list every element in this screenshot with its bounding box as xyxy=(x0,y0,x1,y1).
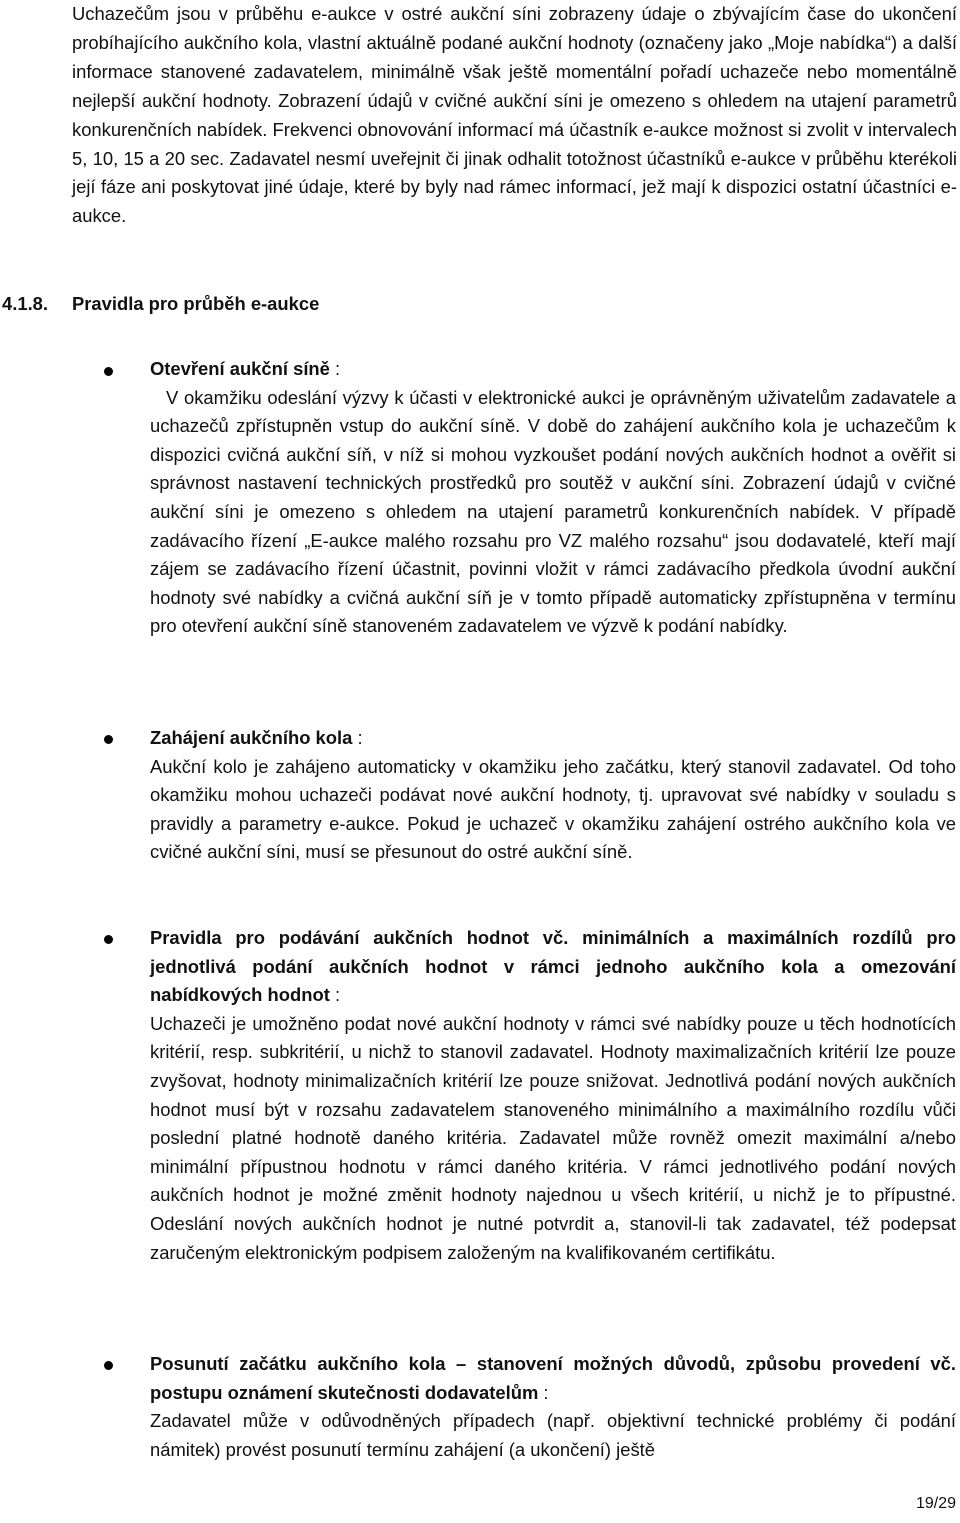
list-item-text: Aukční kolo je zahájeno automaticky v okamžiku jeho začátku, který stanovil zadavatel. Od toho okamžiku mohou uchazeči podávat nové aukční hodnoty, tj. upravovat své nabídky v souladu s pravidly a parametry e-aukce. Pokud je uchazeč v okamžiku zahájení ostrého aukčního kola ve cvičné aukční síni, musí se přesunout do ostré aukční síně. xyxy=(150,755,956,863)
section-number: 4.1.8. xyxy=(2,293,49,314)
list-item-title: Posunutí začátku aukčního kola – stanovení možných důvodů, způsobu provedení vč. postupu oznámení skutečnosti dodavatelům xyxy=(150,1353,956,1403)
list-item-text: Uchazeči je umožněno podat nové aukční hodnoty v rámci své nabídky pouze u těch hodnotících kritérií, resp. subkritérií, u nichž to stanovil zadavatel. Hodnoty maximalizačních kritérií lze pouze zvyšovat, hodnoty minimalizačních kritérií lze pouze snižovat. Jednotlivá podání nových aukčních hodnot musí být v rozsahu zadavatelem stanoveného minimálního a maximálního rozdílu vůči poslední platné hodnotě daného kritéria. Zadavatel může rovněž omezit maximální a/nebo minimální přípustnou hodnotu v rámci daného kritéria. V rámci jednotlivého podání nových aukčních hodnot je možné změnit hodnoty najednou u všech kritérií, u nichž je to přípustné. Odeslání nových aukčních hodnot je nutné potvrdit a, stanovil-li tak zadavatel, též podepsat zaručeným elektronickým podpisem založeným na kvalifikovaném certifikátu. xyxy=(150,1012,956,1263)
list-item-title: Zahájení aukčního kola xyxy=(150,727,353,748)
list-item-body xyxy=(150,724,956,867)
section-title: Pravidla pro průběh e-aukce xyxy=(72,293,320,314)
section-heading xyxy=(2,287,319,321)
page-number: 19/29 xyxy=(915,1495,956,1512)
list-item-separator: : xyxy=(329,358,341,379)
bullet-icon xyxy=(104,935,113,944)
list-item-body xyxy=(150,924,956,1267)
list-item-text: V okamžiku odeslání výzvy k účasti v elektronické aukci je oprávněným uživatelům zadavatele a uchazečů zpřístupněn vstup do aukční síně. V době do zahájení aukčního kola je uchazečům k dispozici cvičná aukční síň, v níž si mohou vyzkoušet podání nových aukčních hodnot a ověřit si správnost nastavení technických prostředků pro soutěž v aukční síni. Zobrazení údajů v cvičné aukční síni je omezeno s ohledem na utajení parametrů konkurenčních nabídek. V případě zadávacího řízení „E-aukce malého rozsahu pro VZ malého rozsahu“ jsou dodavatelé, kteří mají zájem se zadávacího řízení účastnit, povinni vložit v rámci zadávacího předkola úvodní aukční hodnoty své nabídky a cvičná aukční síň je v tomto případě automaticky zpřístupněna v termínu pro otevření aukční síně stanoveném zadavatelem ve výzvě k podání nabídky. xyxy=(150,386,956,637)
list-item-body xyxy=(150,1350,956,1464)
list-item-text: Zadavatel může v odůvodněných případech (např. objektivní technické problémy či podání námitek) provést posunutí termínu zahájení (a ukončení) ještě xyxy=(150,1410,956,1460)
intro-paragraph: Uchazečům jsou v průběhu e-aukce v ostré aukční síni zobrazeny údaje o zbývajícím čase do ukončení probíhajícího aukčního kola, vlastní aktuálně podané aukční hodnoty (označeny jako „Moje nabídka“) a další informace stanovené zadavatelem, minimálně však ještě momentální pořadí uchazeče nebo momentálně nejlepší aukční hodnoty. Zobrazení údajů v cvičné aukční síni je omezeno s ohledem na utajení parametrů konkurenčních nabídek. Frekvenci obnovování informací má účastník e-aukce možnost si zvolit v intervalech 5, 10, 15 a 20 sec. Zadavatel nesmí uveřejnit či jinak odhalit totožnost účastníků e-aukce v průběhu kterékoli její fáze ani poskytovat jiné údaje, které by byly nad rámec informací, jež mají k dispozici ostatní účastníci e-aukce. xyxy=(72,3,957,227)
bullet-icon xyxy=(104,1361,113,1370)
list-item-title: Otevření aukční síně xyxy=(150,358,330,379)
bullet-icon xyxy=(104,367,113,376)
list-item-separator: : xyxy=(538,1381,549,1403)
list-item-separator: : xyxy=(352,727,363,748)
list-item-separator: : xyxy=(329,984,341,1006)
list-item-title: Pravidla pro podávání aukčních hodnot vč. minimálních a maximálních rozdílů pro jednotlivá podání aukčních hodnot v rámci jednoho aukčního kola a omezování nabídkových hodnot xyxy=(150,927,956,1006)
bullet-icon xyxy=(104,735,113,744)
list-item-body xyxy=(150,355,956,641)
